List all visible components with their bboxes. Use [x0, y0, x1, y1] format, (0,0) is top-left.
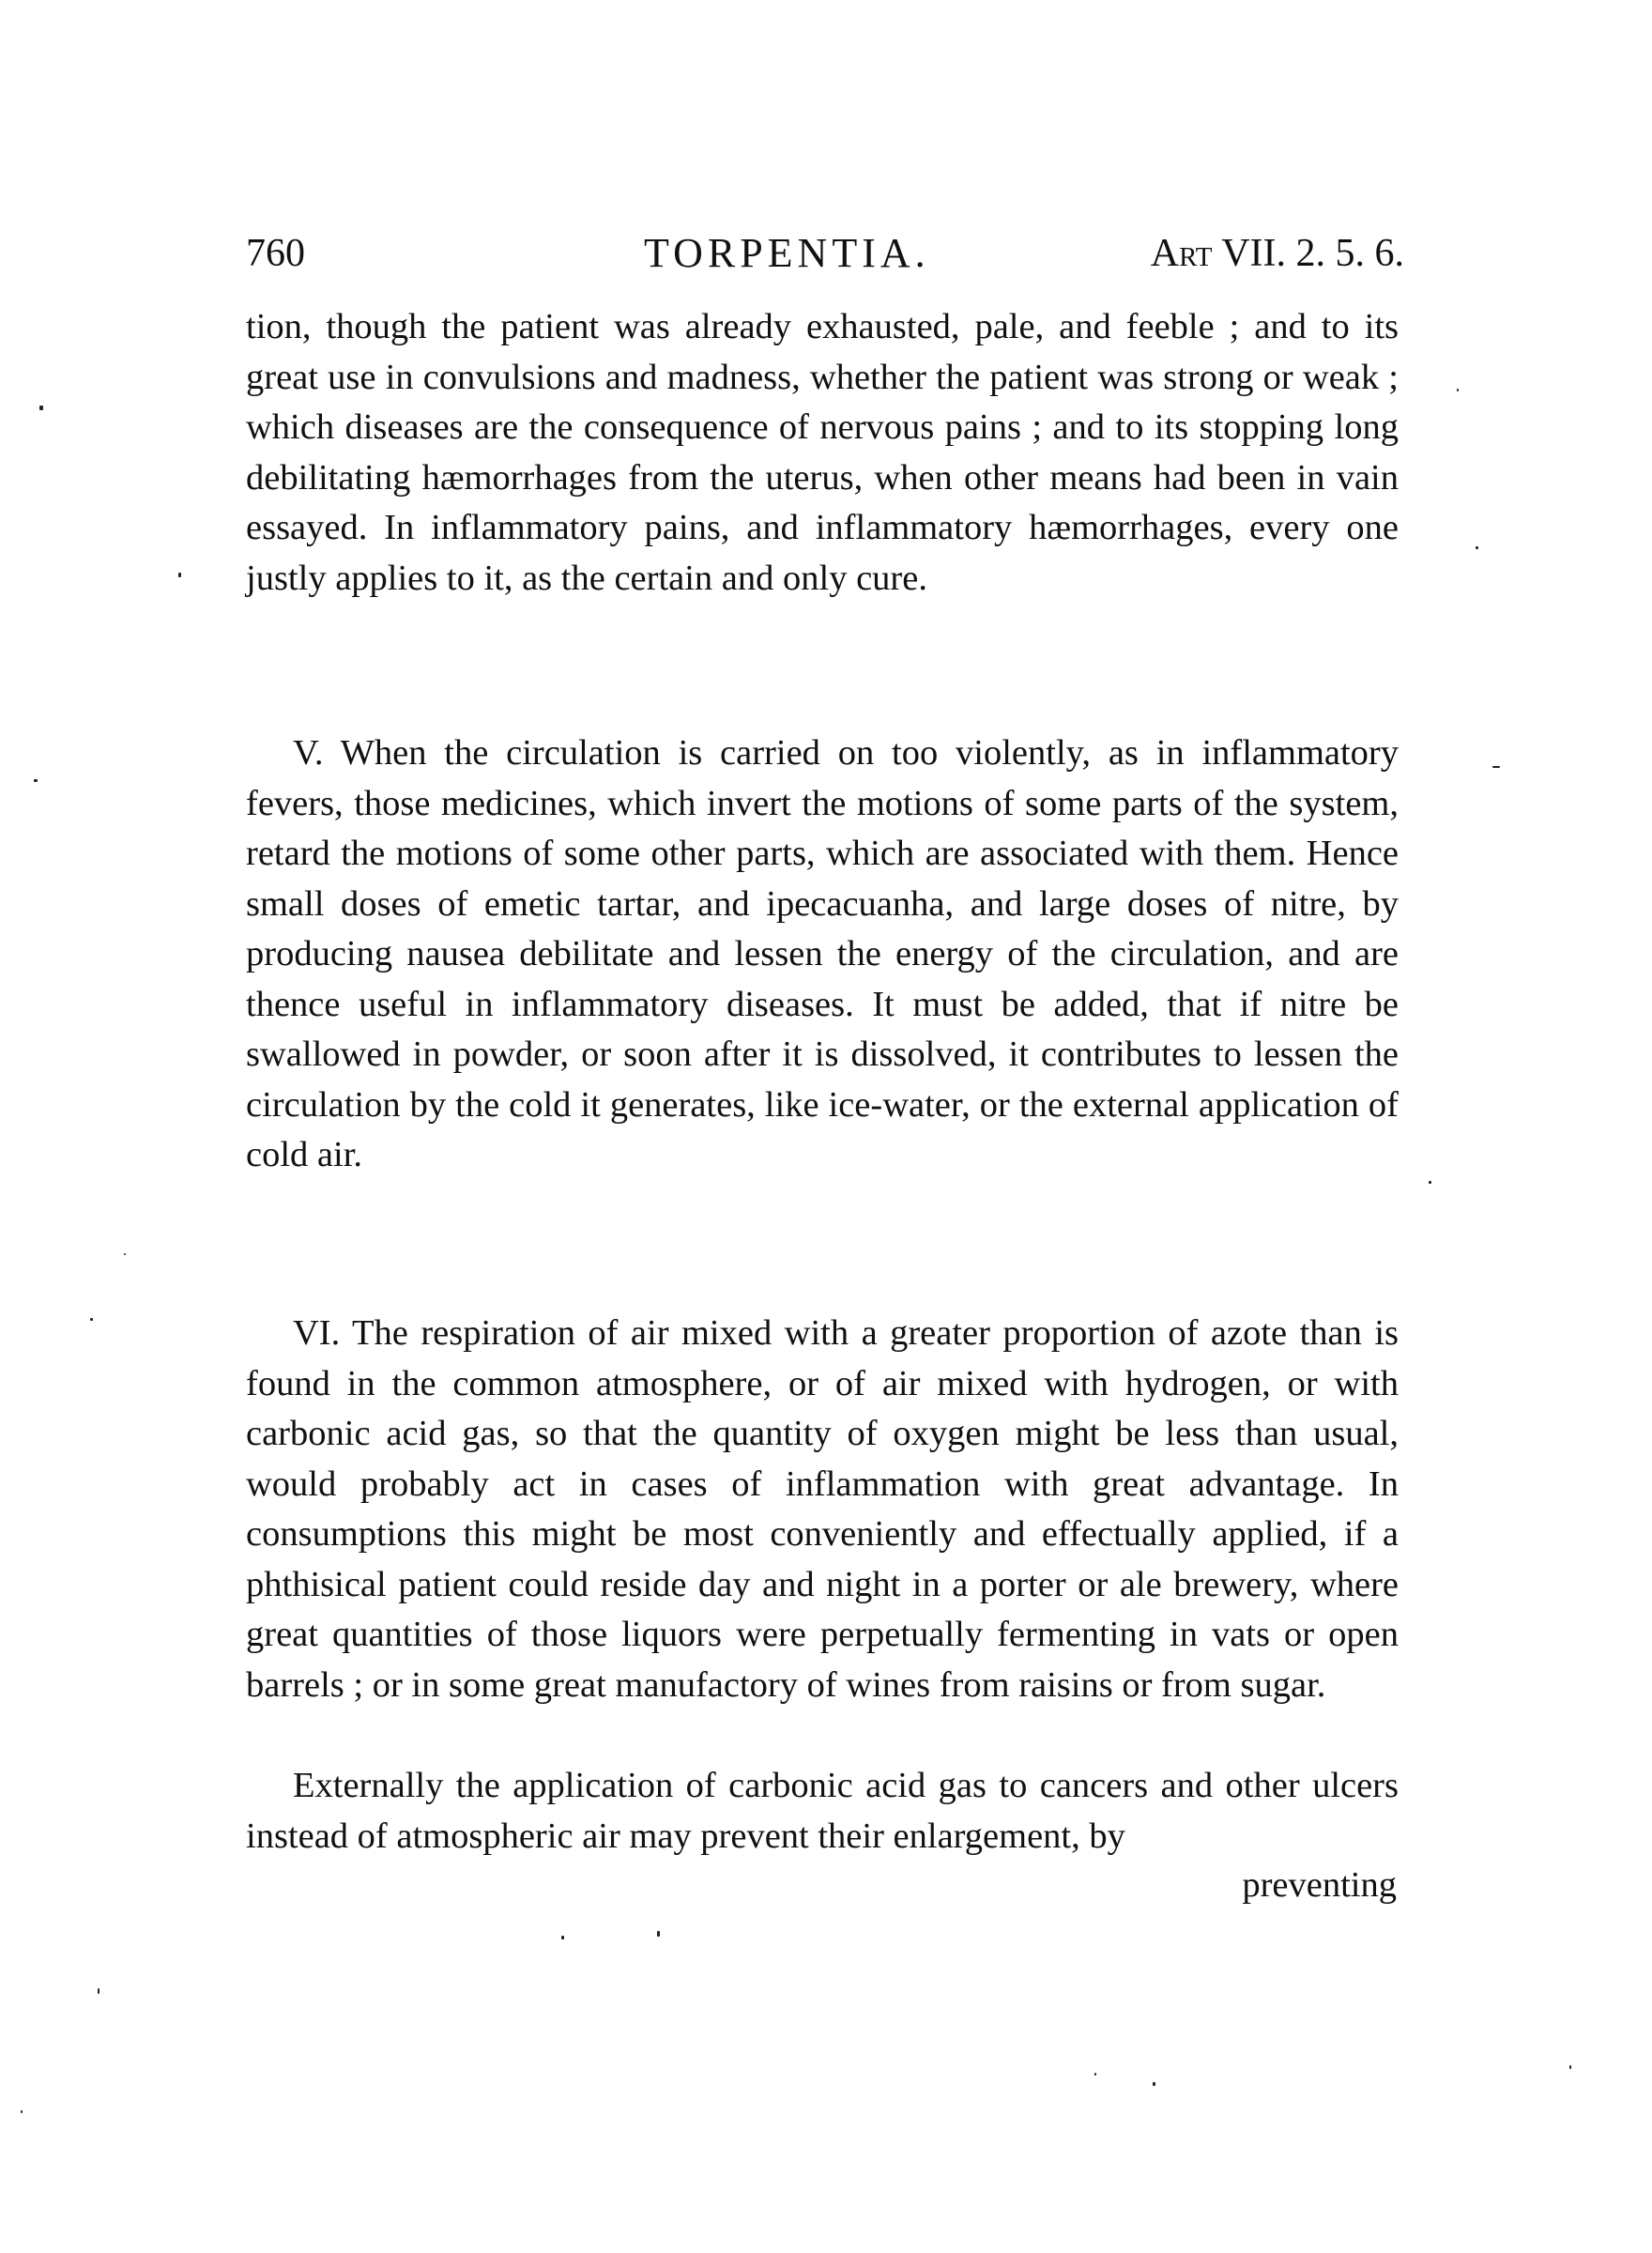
paragraph-continuation: tion, though the patient was already exhausted, pale, and feeble ; and to its great use in convulsions and madness, whether the patient was strong or weak ; which diseases are the consequence of nervous pains ; and to its stopping long debilitating hæmorrhages from the uterus, when other means had been in vain essayed. In inflammatory pains, and inflammatory hæmorrhages, every one justly applies to it, as the certain and only cure.	[246, 307, 1399, 598]
scan-speck	[657, 1931, 660, 1937]
scan-speck	[1094, 2073, 1096, 2076]
scan-speck	[1429, 1181, 1431, 1184]
scan-speck	[98, 1988, 99, 1994]
scan-speck	[1492, 766, 1500, 768]
scan-speck	[1476, 546, 1478, 549]
scan-speck	[90, 1318, 93, 1321]
page-number: 760	[246, 232, 305, 275]
article-reference	[1151, 225, 1404, 282]
scan-speck	[124, 1253, 126, 1255]
running-title: TORPENTIA.	[644, 230, 930, 276]
scan-speck	[34, 779, 38, 782]
scan-speck	[39, 406, 43, 410]
scan-speck	[561, 1936, 564, 1939]
paragraph-section-vi: VI. The respiration of air mixed with a greater proportion of azote than is found in the common atmosphere, or of air mixed with hydrogen, or with carbonic acid gas, so that the quantity of oxygen might be less than usual, would probably act in cases of inflammation with great advantage. In consumptions this might be most conveniently and effectually applied, if a phthisical patient could reside day and night in a porter or ale brewery, where great quantities of those liquors were perpetually fermenting in vats or open barrels ; or in some great manufactory of wines from raisins or from sugar.	[246, 1313, 1399, 1705]
article-number: VII. 2. 5. 6.	[1221, 232, 1404, 275]
scan-speck	[1457, 389, 1459, 391]
running-head	[240, 225, 1404, 282]
catchword: preventing	[1242, 1865, 1397, 1905]
scan-speck	[1569, 2065, 1571, 2069]
scan-speck	[1153, 2082, 1155, 2086]
article-prefix: Art	[1150, 232, 1213, 275]
scan-speck	[178, 573, 181, 577]
paragraph-section-v: V. When the circulation is carried on too violently, as in inflammatory fevers, those medicines, which invert the motions of some parts of the system, retard the motions of some other parts, which are associated with them. Hence small doses of emetic tartar, and ipecacuanha, and large doses of nitre, by producing nausea debilitate and lessen the energy of the circulation, and are thence useful in inflammatory diseases. It must be added, that if nitre be swallowed in powder, or soon after it is dissolved, it contributes to lessen the circulation by the cold it generates, like ice-water, or the external application of cold air.	[246, 733, 1399, 1174]
paragraph-externally: Externally the application of carbonic acid gas to cancers and other ulcers instead of atmospheric air may prevent their enlargement, by	[246, 1766, 1399, 1856]
scan-speck	[21, 2110, 23, 2113]
